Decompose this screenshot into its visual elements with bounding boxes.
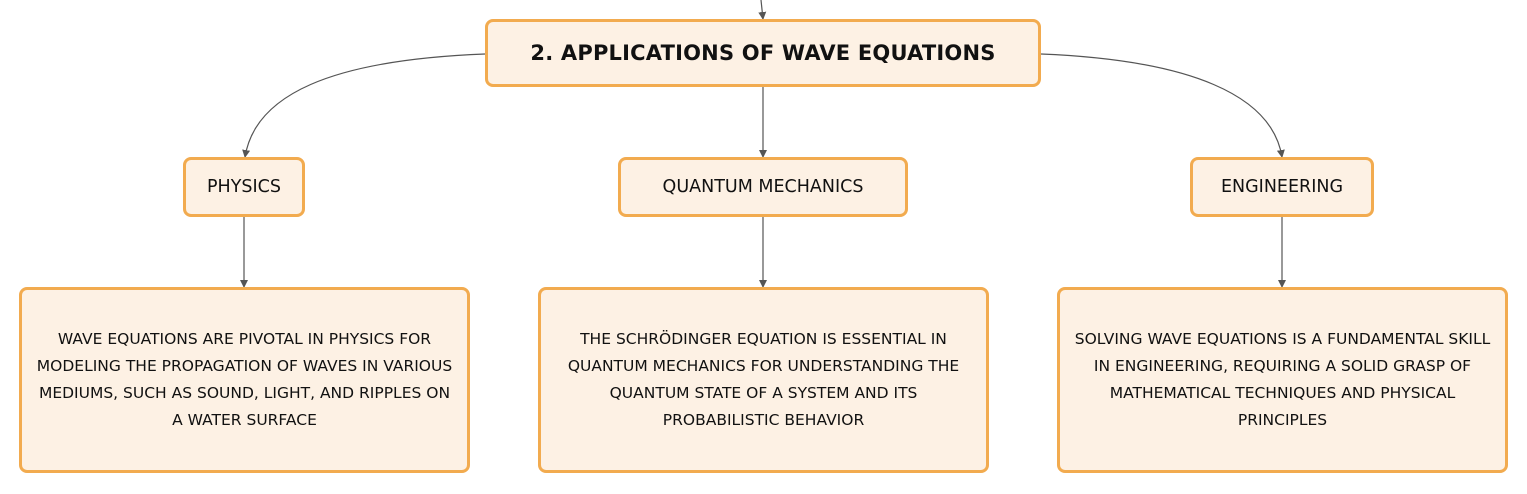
branch-node-quantum-mechanics[interactable] xyxy=(618,157,908,217)
root-node-applications-of-wave-equations[interactable] xyxy=(485,19,1041,87)
connector-incoming-parent xyxy=(761,0,763,19)
detail-node-text: WAVE EQUATIONS ARE PIVOTAL IN PHYSICS FOR MODELING THE PROPAGATION OF WAVES IN VARIOUS MEDIUMS, SUCH AS SOUND, LIGHT, AND RIPPLES ON A WATER SURFACE xyxy=(36,330,453,429)
root-node-label: 2. APPLICATIONS OF WAVE EQUATIONS xyxy=(530,41,996,65)
detail-node-text: THE SCHRÖDINGER EQUATION IS ESSENTIAL IN QUANTUM MECHANICS FOR UNDERSTANDING THE QUANTUM STATE OF A SYSTEM AND ITS PROBABILISTIC BEHAVIOR xyxy=(567,330,960,429)
branch-node-label: QUANTUM MECHANICS xyxy=(662,177,864,197)
detail-node-engineering[interactable] xyxy=(1057,287,1508,473)
branch-node-engineering[interactable] xyxy=(1190,157,1374,217)
branch-node-physics[interactable] xyxy=(183,157,305,217)
detail-node-quantum-mechanics[interactable] xyxy=(538,287,989,473)
branch-node-label: ENGINEERING xyxy=(1220,177,1344,197)
detail-node-text: SOLVING WAVE EQUATIONS IS A FUNDAMENTAL SKILL IN ENGINEERING, REQUIRING A SOLID GRASP OF MATHEMATICAL TECHNIQUES AND PHYSICAL PRINCIPLES xyxy=(1074,330,1491,429)
connector-root-to-physics xyxy=(245,54,485,157)
connector-root-to-engineering xyxy=(1041,54,1282,157)
branch-node-label: PHYSICS xyxy=(207,177,281,197)
detail-node-physics[interactable] xyxy=(19,287,470,473)
